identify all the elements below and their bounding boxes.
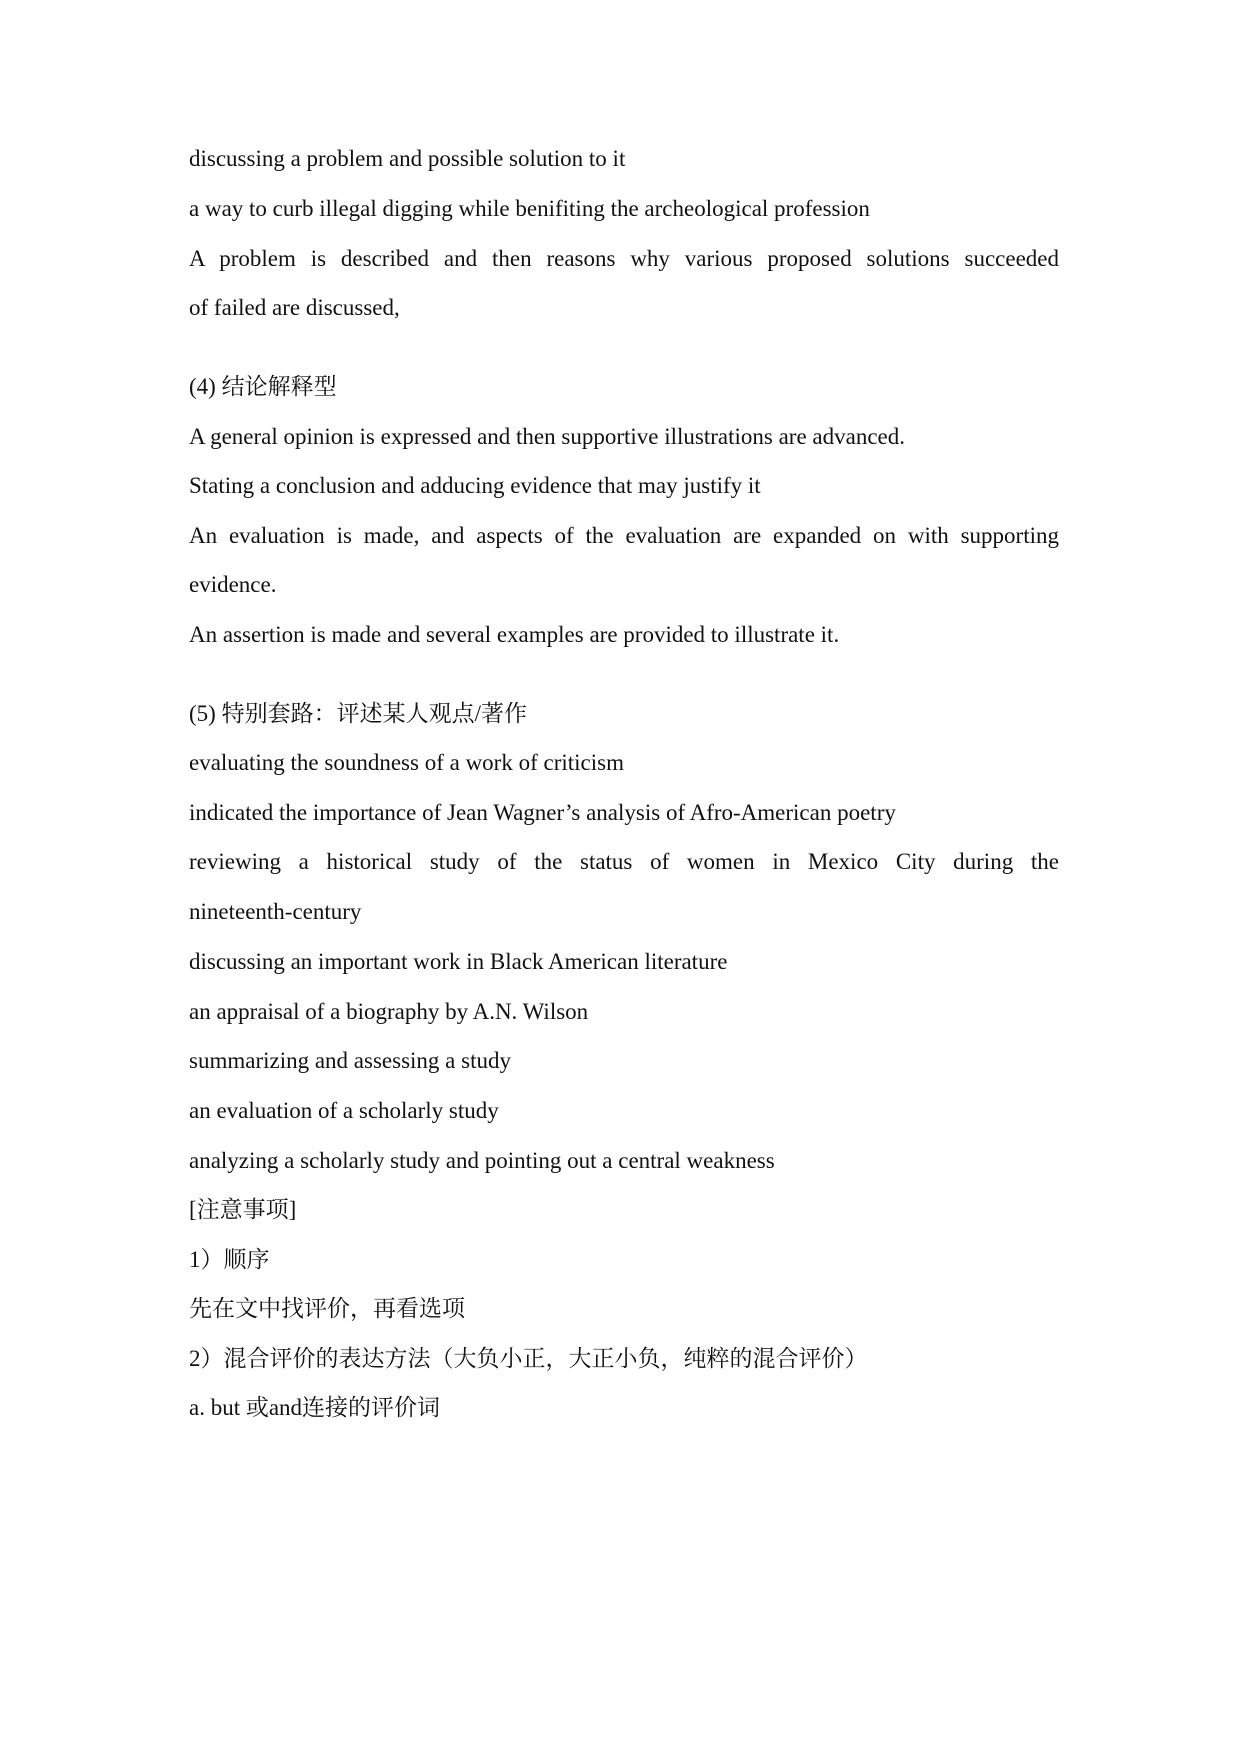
text-line: A problem is described and then reasons why various proposed solutions succeeded — [189, 246, 1059, 271]
text-line: of failed are discussed, — [189, 295, 400, 320]
text-line: an appraisal of a biography by A.N. Wilson — [189, 999, 589, 1024]
text-line: discussing a problem and possible solution to it — [189, 146, 626, 171]
notes-item-text: a. but 或and连接的评价词 — [189, 1395, 441, 1420]
notes-item-title: 2）混合评价的表达方法（大负小正，大正小负，纯粹的混合评价） — [189, 1346, 868, 1371]
text-line: Stating a conclusion and adducing evidence that may justify it — [189, 473, 761, 498]
section-heading: (4) 结论解释型 — [189, 374, 337, 399]
section-heading: (5) 特别套路：评述某人观点/著作 — [189, 701, 527, 726]
text-line: A general opinion is expressed and then supportive illustrations are advanced. — [189, 424, 905, 449]
text-line: discussing an important work in Black American literature — [189, 949, 728, 974]
notes-heading: [注意事项] — [189, 1197, 297, 1222]
text-line: indicated the importance of Jean Wagner’s analysis of Afro-American poetry — [189, 800, 896, 825]
text-line: summarizing and assessing a study — [189, 1048, 511, 1073]
text-line: reviewing a historical study of the status of women in Mexico City during the — [189, 849, 1059, 874]
text-line: a way to curb illegal digging while benifiting the archeological profession — [189, 196, 870, 221]
text-line: nineteenth-century — [189, 899, 362, 924]
text-line: An evaluation is made, and aspects of the evaluation are expanded on with supporting — [189, 523, 1059, 548]
notes-item-title: 1）顺序 — [189, 1247, 270, 1272]
text-line: an evaluation of a scholarly study — [189, 1098, 499, 1123]
text-line: evidence. — [189, 572, 277, 597]
text-line: evaluating the soundness of a work of criticism — [189, 750, 624, 775]
text-line: An assertion is made and several examples are provided to illustrate it. — [189, 622, 840, 647]
text-line: analyzing a scholarly study and pointing out a central weakness — [189, 1148, 775, 1173]
notes-item-text: 先在文中找评价，再看选项 — [189, 1296, 465, 1321]
